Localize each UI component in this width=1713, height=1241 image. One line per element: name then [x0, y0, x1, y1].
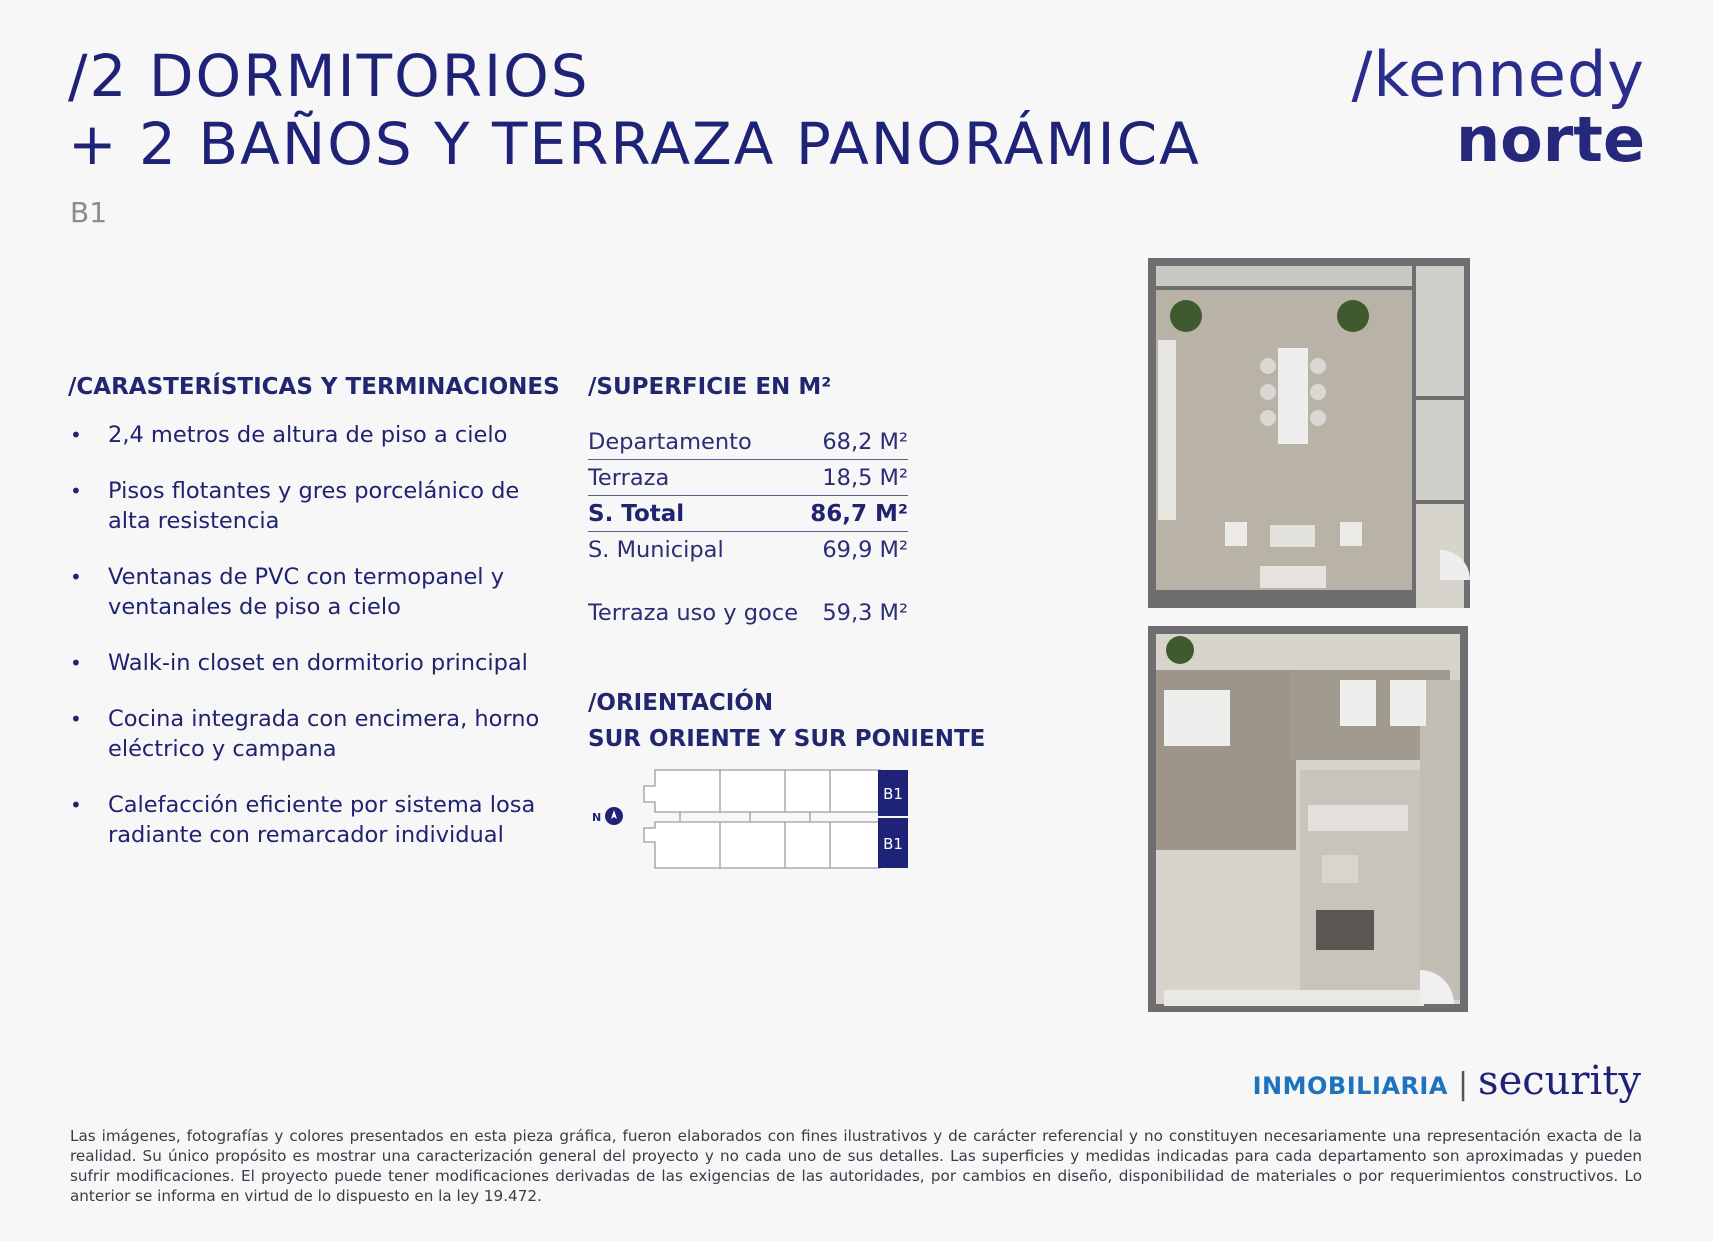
- surface-value: 68,2 M²: [806, 424, 908, 460]
- surface-label: Terraza: [588, 460, 806, 496]
- unit-label-upper: B1: [883, 785, 903, 803]
- north-indicator: [590, 805, 626, 827]
- north-label: N: [592, 811, 602, 824]
- brand-line-2: norte: [1456, 103, 1645, 176]
- surface-label: Departamento: [588, 424, 806, 460]
- apartment-plan: [1148, 626, 1468, 1012]
- terrace-plan: [1148, 258, 1470, 608]
- surface-label: S. Total: [588, 496, 806, 532]
- features-list: [68, 420, 558, 876]
- unit-code: B1: [70, 196, 108, 229]
- surface-table: [588, 424, 908, 630]
- legal-disclaimer: Las imágenes, fotografías y colores presentados en esta pieza gráfica, fueron elaborados con fines ilustrativos y de carácter referencial y no constituyen necesariamente una representación exacta de la realidad. Su único propósito es mostrar una caracterización general del proyecto y no cada uno de sus detalles. Las superficies y medidas indicadas para cada departamento son aproximadas y pueden sufrir modificaciones. El proyecto puede tener modificaciones derivadas de las exigencias de las autoridades, por cambios en diseño, disponibilidad de materiales o por requerimientos constructivos. Lo anterior se informa en virtud de lo dispuesto en la ley 19.472.: [70, 1127, 1642, 1205]
- surface-row: [588, 532, 908, 568]
- feature-item: • Pisos flotantes y gres porcelánico de alta resistencia: [68, 476, 558, 536]
- surface-row-total: [588, 496, 908, 532]
- developer-logo-part2: security: [1478, 1058, 1641, 1104]
- feature-item: • 2,4 metros de altura de piso a cielo: [68, 420, 558, 450]
- surface-row: [588, 424, 908, 460]
- surface-value: 59,3 M²: [822, 600, 908, 626]
- bed-icon: [1390, 680, 1426, 726]
- brand-logo: [1351, 38, 1645, 176]
- surface-label: Terraza uso y goce: [588, 600, 799, 626]
- orientation-heading: /ORIENTACIÓN: [588, 690, 774, 716]
- feature-item: • Walk-in closet en dormitorio principal: [68, 648, 558, 678]
- brand-line-1: /kennedy: [1351, 38, 1645, 111]
- feature-item: • Ventanas de PVC con termopanel y ventanales de piso a cielo: [68, 562, 558, 622]
- bed-icon: [1164, 690, 1230, 746]
- site-plan: [640, 766, 920, 886]
- surface-heading: /SUPERFICIE EN M²: [588, 374, 832, 400]
- developer-logo-part1: INMOBILIARIA: [1252, 1072, 1448, 1100]
- developer-logo: [1253, 1058, 1641, 1104]
- surface-row: [588, 567, 908, 630]
- surface-row: [588, 460, 908, 496]
- feature-item: • Cocina integrada con encimera, horno eléctrico y campana: [68, 704, 558, 764]
- surface-label: S. Municipal: [588, 537, 724, 563]
- unit-label-lower: B1: [883, 835, 903, 853]
- plant-icon: [1166, 636, 1194, 664]
- feature-item: • Calefacción eficiente por sistema losa radiante con remarcador individual: [68, 790, 558, 850]
- features-heading: /CARASTERÍSTICAS Y TERMINACIONES: [68, 374, 560, 400]
- plant-icon: [1337, 300, 1369, 332]
- orientation-value: SUR ORIENTE Y SUR PONIENTE: [588, 726, 986, 752]
- bed-icon: [1340, 680, 1376, 726]
- plant-icon: [1170, 300, 1202, 332]
- floor-plan: [1140, 250, 1500, 1020]
- page-title: [68, 42, 1201, 178]
- surface-value: 86,7 M²: [806, 496, 908, 532]
- title-line-1: /2 DORMITORIOS: [68, 42, 590, 110]
- developer-logo-separator: |: [1457, 1067, 1469, 1102]
- surface-value: 69,9 M²: [822, 537, 908, 563]
- surface-value: 18,5 M²: [806, 460, 908, 496]
- title-line-2: + 2 BAÑOS Y TERRAZA PANORÁMICA: [68, 110, 1201, 178]
